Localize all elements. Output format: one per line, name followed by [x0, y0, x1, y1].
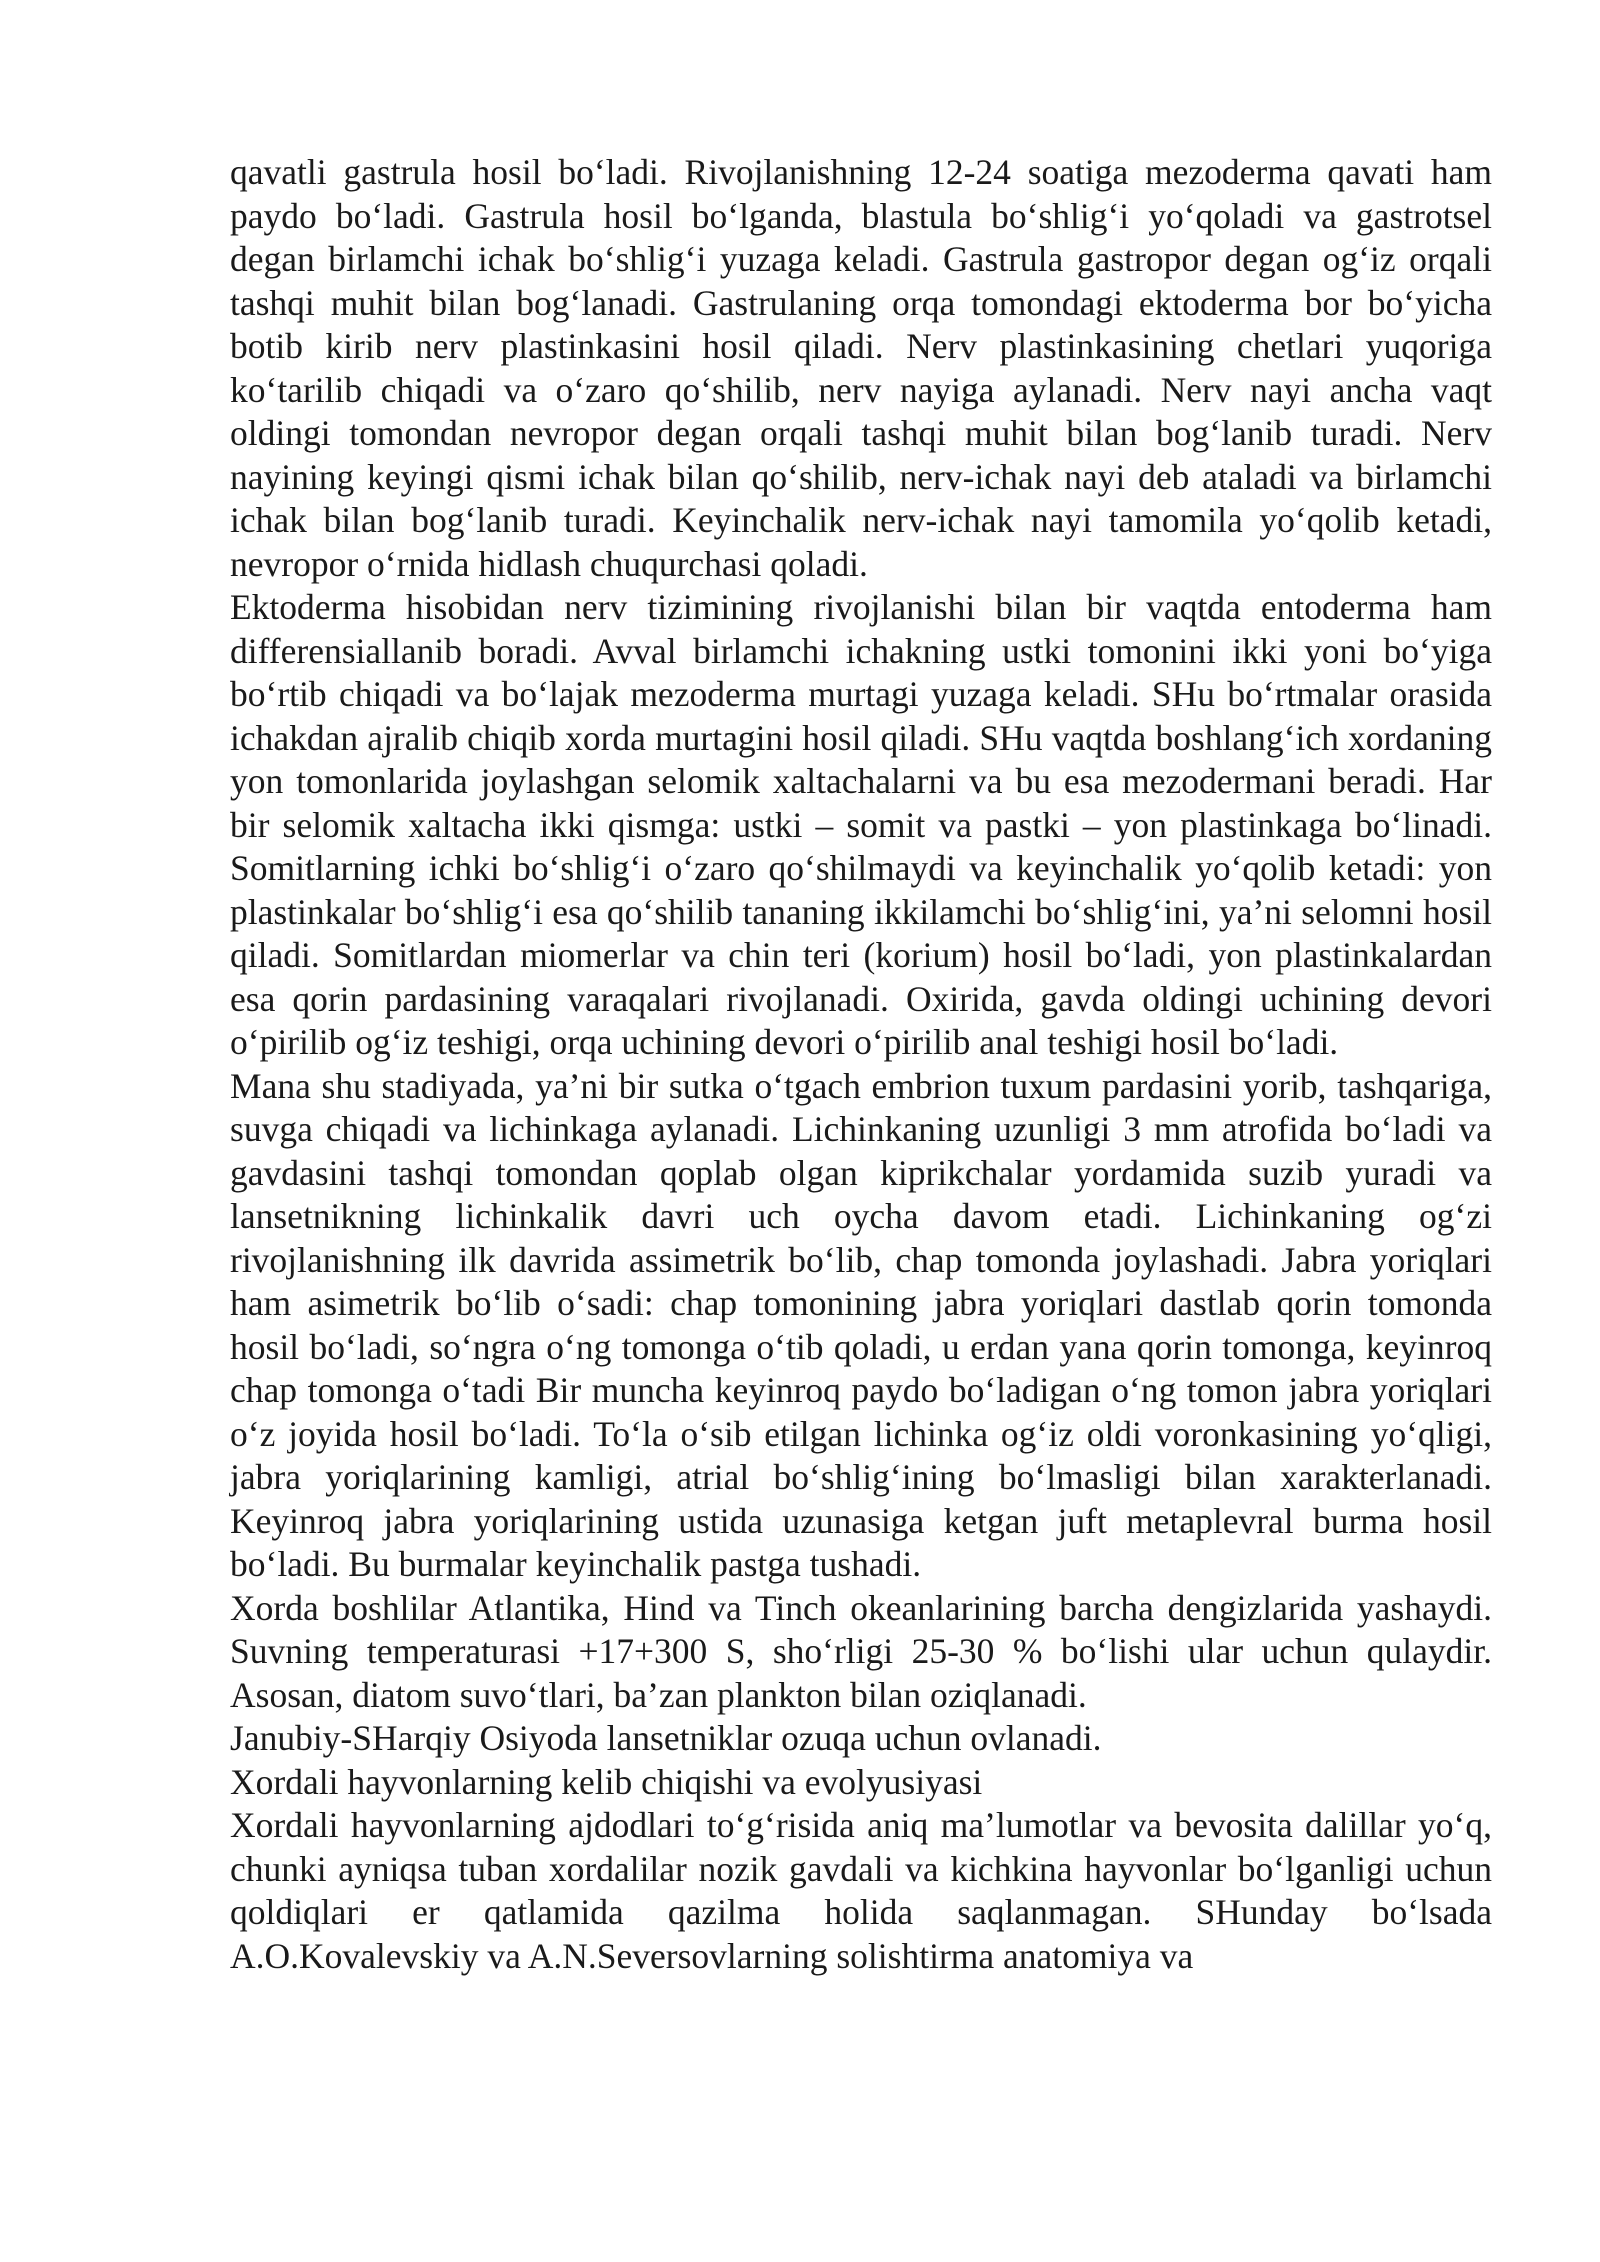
section-heading-origin-evolution: Xordali hayvonlarning kelib chiqishi va evolyusiyasi	[230, 1761, 983, 1802]
paragraph-larva-stage: Mana shu stadiyada, ya’ni bir sutka o‘tgach embrion tuxum pardasini yorib, tashqariga, suvga chiqadi va lichinkaga aylanadi. Lichinkaning uzunligi 3 mm atrofida bo‘ladi va gavdasini tashqi tomondan qoplab olgan kiprikchalar yordamida suzib yuradi va lansetnikning lichinkalik davri uch oycha davom etadi. Lichinkaning og‘zi rivojlanishning ilk davrida assimetrik bo‘lib, chap tomonda joylashadi. Jabra yoriqlari ham asimetrik bo‘lib o‘sadi: chap tomonining jabra yoriqlari dastlab qorin tomonda hosil bo‘ladi, so‘ngra o‘ng tomonga o‘tib qoladi, u erdan yana qorin tomonga, keyinroq chap tomonga o‘tadi Bir muncha keyinroq paydo bo‘ladigan o‘ng tomon jabra yoriqlari o‘z joyida hosil bo‘ladi. To‘la o‘sib etilgan lichinka og‘iz oldi voronkasining yo‘qligi, jabra yoriqlarining kamligi, atrial bo‘shlig‘ining bo‘lmasligi bilan xarakterlanadi. Keyinroq jabra yoriqlarining ustida uzunasiga ketgan juft metaplevral burma hosil bo‘ladi. Bu burmalar keyinchalik pastga tushadi.	[230, 1065, 1492, 1584]
paragraph-habitat: Xorda boshlilar Atlantika, Hind va Tinch okeanlarining barcha dengizlarida yashaydi. Suvning temperaturasi +17+300 S, sho‘rligi 25-30 % bo‘lishi ular uchun qulaydir. Asosan, diatom suvo‘tlari, ba’zan plankton bilan oziqlanadi.	[230, 1587, 1492, 1715]
paragraph-gastrula-development: qavatli gastrula hosil bo‘ladi. Rivojlanishning 12-24 soatiga mezoderma qavati ham paydo bo‘ladi. Gastrula hosil bo‘lganda, blastula bo‘shlig‘i yo‘qoladi va gastrotsel degan birlamchi ichak bo‘shlig‘i yuzaga keladi. Gastrula gastropor degan og‘iz orqali tashqi muhit bilan bog‘lanadi. Gastrulaning orqa tomondagi ektoderma bor bo‘yicha botib kirib nerv plastinkasini hosil qiladi. Nerv plastinkasining chetlari yuqoriga ko‘tarilib chiqadi va o‘zaro qo‘shilib, nerv nayiga aylanadi. Nerv nayi ancha vaqt oldingi tomondan nevropor degan orqali tashqi muhit bilan bog‘lanib turadi. Nerv nayining keyingi qismi ichak bilan qo‘shilib, nerv-ichak nayi deb ataladi va birlamchi ichak bilan bog‘lanib turadi. Keyinchalik nerv-ichak nayi tamomila yo‘qolib ketadi, nevropor o‘rnida hidlash chuqurchasi qoladi.	[230, 152, 1492, 584]
paragraph-fishing: Janubiy-SHarqiy Osiyoda lansetniklar ozuqa uchun ovlanadi.	[230, 1718, 1102, 1758]
document-body	[230, 151, 1492, 1978]
paragraph-ancestors: Xordali hayvonlarning ajdodlari to‘g‘risida aniq ma’lumotlar va bevosita dalillar yo‘q, chunki ayniqsa tuban xordalilar nozik gavdali va kichkina hayvonlar bo‘lganligi uchun qoldiqlari er qatlamida qazilma holida saqlanmagan. SHunday bo‘lsada A.O.Kovalevskiy va A.N.Seversovlarning solishtirma anatomiya va	[230, 1805, 1492, 1976]
paragraph-entoderm-differentiation: Ektoderma hisobidan nerv tizimining rivojlanishi bilan bir vaqtda entoderma ham differensiallanib boradi. Avval birlamchi ichakning ustki tomonini ikki yoni bo‘yiga bo‘rtib chiqadi va bo‘lajak mezoderma murtagi yuzaga keladi. SHu bo‘rtmalar orasida ichakdan ajralib chiqib xorda murtagini hosil qiladi. SHu vaqtda boshlang‘ich xordaning yon tomonlarida joylashgan selomik xaltachalarni va bu esa mezodermani beradi. Har bir selomik xaltacha ikki qismga: ustki – somit va pastki – yon plastinkaga bo‘linadi. Somitlarning ichki bo‘shlig‘i o‘zaro qo‘shilmaydi va keyinchalik yo‘qolib ketadi: yon plastinkalar bo‘shlig‘i esa qo‘shilib tananing ikkilamchi bo‘shlig‘ini, ya’ni selomni hosil qiladi. Somitlardan miomerlar va chin teri (korium) hosil bo‘ladi, yon plastinkalardan esa qorin pardasining varaqalari rivojlanadi. Oxirida, gavda oldingi uchining devori o‘pirilib og‘iz teshigi, orqa uchining devori o‘pirilib anal teshigi hosil bo‘ladi.	[230, 587, 1492, 1062]
